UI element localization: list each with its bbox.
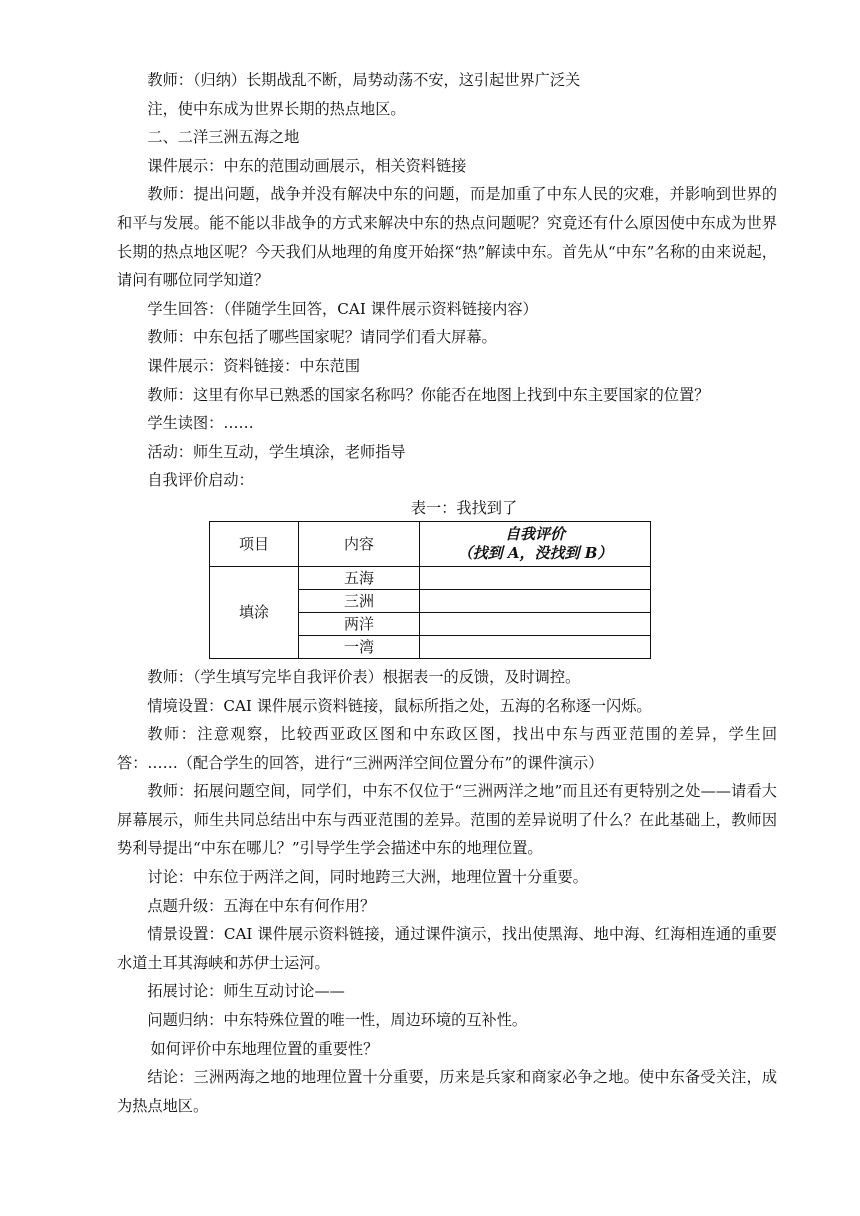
paragraph: 活动：师生互动，学生填涂，老师指导 (147, 442, 406, 461)
paragraph: 教师：这里有你早已熟悉的国家名称吗？你能否在地图上找到中东主要国家的位置？ (147, 385, 710, 404)
paragraph: 结论：三洲两海之地的地理位置十分重要，历来是兵家和商家必争之地。使中东备受关注，成为热点地区。 (117, 1068, 777, 1115)
paragraph: 学生回答：（伴随学生回答，CAI 课件展示资料链接内容） (147, 299, 538, 318)
paragraph: 讨论：中东位于两洋之间，同时地跨三大洲，地理位置十分重要。 (147, 868, 588, 887)
content-cell: 一湾 (299, 635, 420, 658)
paragraph: 教师：（归纳）长期战乱不断，局势动荡不安，这引起世界广泛关 (147, 71, 581, 89)
table-row (210, 566, 651, 589)
table-caption: 表一：我找到了 (410, 498, 518, 517)
content-cell: 三洲 (299, 589, 420, 612)
header-content: 内容 (299, 521, 420, 566)
header-eval-line2: （找到 A，没找到 B） (457, 543, 613, 562)
paragraph: 教师：拓展问题空间，同学们，中东不仅位于“三洲两洋之地”而且还有更特别之处——请看大屏幕展示，师生共同总结出中东与西亚范围的差异。范围的差异说明了什么？在此基础上，教师因势利导提出“中东在哪儿？”引导学生学会描述中东的地理位置。 (117, 782, 777, 858)
header-item: 项目 (210, 521, 299, 566)
section-heading: 二、二洋三洲五海之地 (147, 128, 300, 147)
self-evaluation-table (209, 521, 651, 659)
evaluation-cell[interactable] (420, 566, 651, 589)
paragraph: 如何评价中东地理位置的重要性？ (150, 1039, 379, 1058)
paragraph: 教师：中东包括了哪些国家呢？请同学们看大屏幕。 (147, 328, 497, 347)
paragraph: 拓展讨论：师生互动讨论—— (147, 982, 345, 1001)
paragraph: 点题升级：五海在中东有何作用？ (147, 896, 376, 915)
paragraph: 教师：（学生填写完毕自我评价表）根据表一的反馈，及时调控。 (147, 667, 581, 686)
evaluation-cell[interactable] (420, 635, 651, 658)
table-header-row (210, 521, 651, 566)
paragraph: 课件展示：资料链接：中东范围 (147, 356, 361, 375)
paragraph: 情境设置：CAI 课件展示资料链接，鼠标所指之处，五海的名称逐一闪烁。 (147, 696, 652, 715)
paragraph: 学生读图：…… (147, 414, 254, 433)
header-eval-line1: 自我评价 (504, 524, 565, 543)
evaluation-cell[interactable] (420, 612, 651, 635)
paragraph: 注，使中东成为世界长期的热点地区。 (147, 99, 406, 118)
paragraph: 问题归纳：中东特殊位置的唯一性，周边环境的互补性。 (147, 1011, 528, 1030)
evaluation-cell[interactable] (420, 589, 651, 612)
content-cell: 两洋 (299, 612, 420, 635)
paragraph: 教师：提出问题，战争并没有解决中东的问题，而是加重了中东人民的灾难，并影响到世界的和平与发展。能不能以非战争的方式来解决中东的热点问题呢？究竟还有什么原因使中东成为世界长期的热点地区呢？今天我们从地理的角度开始探“热”解读中东。首先从“中东”名称的由来说起，请问有哪位同学知道？ (117, 185, 777, 290)
content-cell: 五海 (299, 566, 420, 589)
paragraph: 课件展示：中东的范围动画展示，相关资料链接 (147, 156, 467, 175)
paragraph: 自我评价启动： (147, 471, 254, 490)
document-body (117, 66, 777, 1120)
paragraph: 情景设置：CAI 课件展示资料链接，通过课件演示，找出使黑海、地中海、红海相连通的重要水道土耳其海峡和苏伊士运河。 (117, 925, 777, 972)
paragraph: 教师：注意观察，比较西亚政区图和中东政区图，找出中东与西亚范围的差异，学生回答：……（配合学生的回答，进行“三洲两洋空间位置分布”的课件演示） (117, 725, 777, 772)
group-label-cell: 填涂 (210, 566, 299, 658)
header-self-evaluation (420, 521, 651, 566)
